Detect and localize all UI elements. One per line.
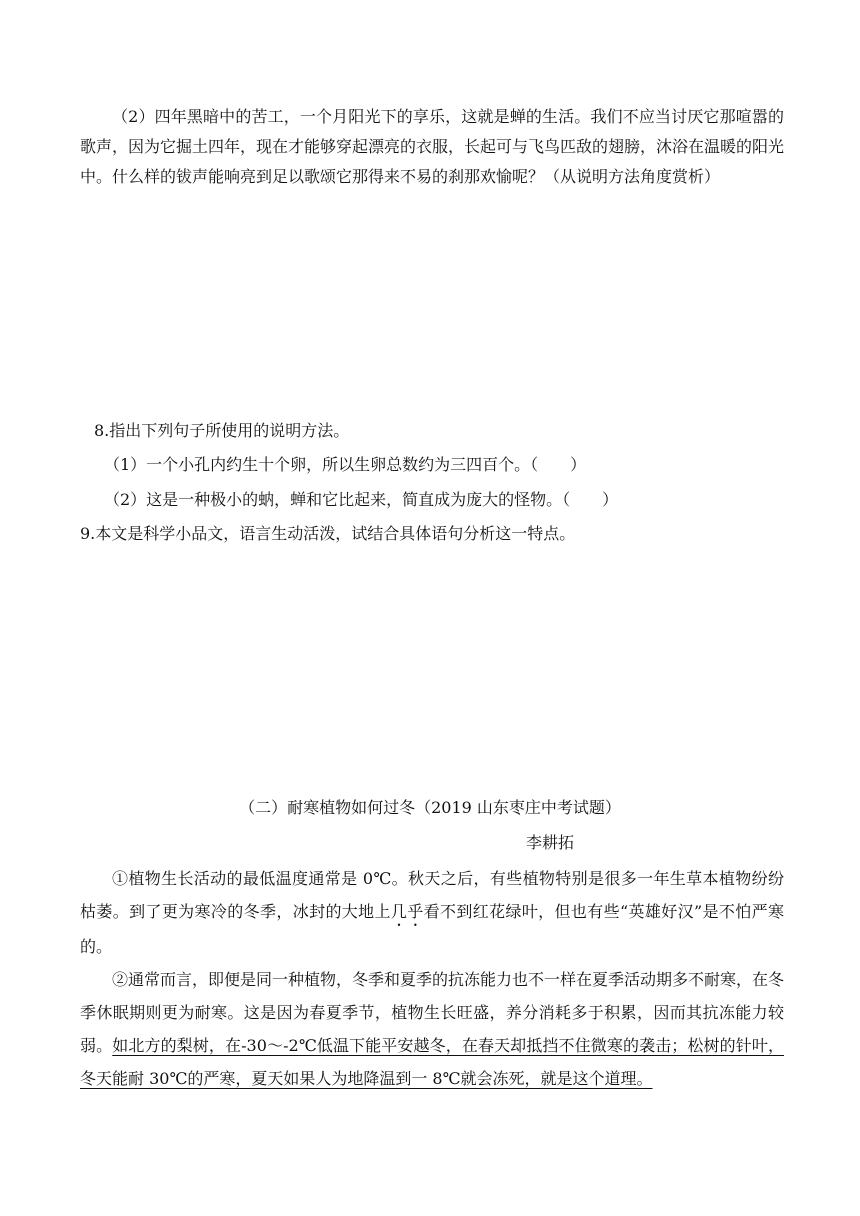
emphasized-word: 几乎: [390, 902, 424, 921]
question-8-item-2: （2）这是一种极小的蚋，蝉和它比起来，简直成为庞大的怪物。（ ）: [104, 490, 619, 509]
question-9-stem: 9.本文是科学小品文，语言生动活泼，试结合具体语句分析这一特点。: [80, 524, 576, 543]
paragraph-1-text-after: 看不到红花绿叶，但也有些“英雄好汉”是不怕严寒的。: [80, 902, 784, 956]
paragraph-2-text: ②通常而言，即便是同一种植物，冬季和夏季的抗冻能力也不一样在夏季活动期多不耐寒，在冬季休眠期则更为耐寒。这是因为春夏季节，植物生长旺盛，养分消耗多于积累，因而其抗冻能力较弱。: [80, 970, 785, 1055]
question-7-part-2: （2）四年黑暗中的苦工，一个月阳光下的享乐，这就是蝉的生活。我们不应当讨厌它那喧嚣的歌声，因为它掘土四年，现在才能够穿起漂亮的衣服，长起可与飞鸟匹敌的翅膀，沐浴在温暖的阳光中。什么样的钹声能响亮到足以歌颂它那得来不易的刹那欢愉呢？（从说明方法角度赏析）: [80, 107, 785, 186]
paragraph-1-text-before: ①植物生长活动的最低温度通常是 0℃。秋天之后，有些植物特别是很多一年生草本植物纷纷枯萎。到了更为寒冷的冬季，冰封的大地上: [80, 869, 784, 921]
passage-title: （二）耐寒植物如何过冬（2019 山东枣庄中考试题）: [239, 798, 621, 817]
question-8-item-1: （1）一个小孔内约生十个卵，所以生卵总数约为三四百个。（ ）: [104, 455, 587, 474]
passage-author: 李耕拓: [525, 833, 574, 852]
question-8-stem: 8.指出下列句子所使用的说明方法。: [94, 421, 350, 440]
underlined-example-sentence: 如北方的梨树，在-30～-2℃低温下能平安越冬，在春天却抵挡不住微寒的袭击；松树的针叶，冬天能耐 30℃的严寒，夏天如果人为地降温到一 8℃就会冻死，就是这个道理。: [80, 1036, 784, 1088]
passage-paragraph-1: [80, 862, 784, 963]
passage-paragraph-2: [80, 963, 784, 1095]
